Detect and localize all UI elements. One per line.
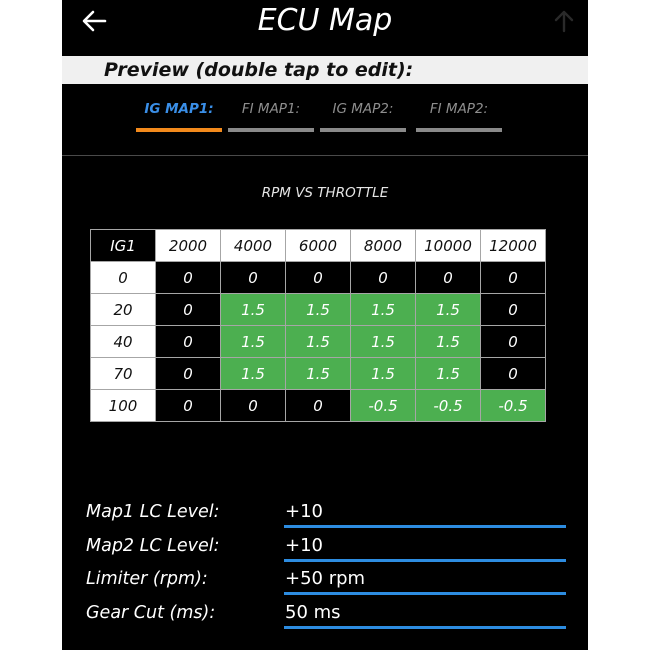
rpm-column-header: 4000 xyxy=(221,230,286,262)
map-cell[interactable]: 0 xyxy=(156,294,221,326)
tab-fi-map1[interactable] xyxy=(228,98,314,134)
rpm-column-header: 6000 xyxy=(286,230,351,262)
upload-button[interactable] xyxy=(550,6,578,36)
map1-lc-level-input[interactable]: +10 xyxy=(285,501,323,522)
setting-label: Limiter (rpm): xyxy=(86,569,208,589)
table-row xyxy=(91,390,546,422)
setting-label: Map1 LC Level: xyxy=(86,502,220,522)
input-underline xyxy=(284,626,566,629)
map-cell[interactable]: 0 xyxy=(221,390,286,422)
map-cell[interactable]: 0 xyxy=(351,262,416,294)
preview-label: Preview (double tap to edit): xyxy=(104,59,414,81)
map-cell[interactable]: 0 xyxy=(416,262,481,294)
ignition-map-table[interactable] xyxy=(90,229,546,422)
setting-map1-lc-level xyxy=(62,498,588,532)
map2-lc-level-input[interactable]: +10 xyxy=(285,535,323,556)
rpm-column-header: 8000 xyxy=(351,230,416,262)
map-cell[interactable]: 1.5 xyxy=(351,358,416,390)
throttle-row-header: 40 xyxy=(91,326,156,358)
gear-cut-ms-input[interactable]: 50 ms xyxy=(285,602,341,623)
setting-label: Gear Cut (ms): xyxy=(86,603,216,623)
rpm-column-header: 12000 xyxy=(481,230,546,262)
tab-label: IG MAP2: xyxy=(332,101,394,117)
map-cell[interactable]: 1.5 xyxy=(286,294,351,326)
tab-fi-map2[interactable] xyxy=(416,98,502,134)
setting-gear-cut-ms xyxy=(62,599,588,633)
map-cell[interactable]: -0.5 xyxy=(351,390,416,422)
map-cell[interactable]: 0 xyxy=(286,262,351,294)
map-cell[interactable]: 1.5 xyxy=(416,294,481,326)
map-cell[interactable]: 1.5 xyxy=(221,358,286,390)
map-cell[interactable]: 1.5 xyxy=(416,358,481,390)
table-title: RPM VS THROTTLE xyxy=(261,185,389,201)
setting-label: Map2 LC Level: xyxy=(86,536,220,556)
input-underline xyxy=(284,592,566,595)
table-row xyxy=(91,326,546,358)
map-cell[interactable]: 1.5 xyxy=(221,326,286,358)
map-cell[interactable]: 1.5 xyxy=(351,294,416,326)
input-underline xyxy=(284,525,566,528)
rpm-column-header: 2000 xyxy=(156,230,221,262)
map-cell[interactable]: 1.5 xyxy=(416,326,481,358)
map-cell[interactable]: 0 xyxy=(156,358,221,390)
tab-ig-map2[interactable] xyxy=(320,98,406,134)
map-cell[interactable]: 0 xyxy=(156,390,221,422)
map-cell[interactable]: 0 xyxy=(156,326,221,358)
tab-ig-map1[interactable] xyxy=(136,98,222,134)
map-cell[interactable]: 0 xyxy=(481,294,546,326)
tab-label: FI MAP2: xyxy=(429,101,489,117)
input-underline xyxy=(284,559,566,562)
throttle-row-header: 100 xyxy=(91,390,156,422)
table-row xyxy=(91,262,546,294)
map-cell[interactable]: 1.5 xyxy=(286,326,351,358)
table-header-row xyxy=(91,230,546,262)
map-cell[interactable]: 1.5 xyxy=(221,294,286,326)
section-divider xyxy=(62,155,588,156)
table-row xyxy=(91,294,546,326)
tab-indicator xyxy=(416,128,502,132)
map-cell[interactable]: 0 xyxy=(481,326,546,358)
tab-indicator xyxy=(228,128,314,132)
throttle-row-header: 20 xyxy=(91,294,156,326)
header-bar xyxy=(62,0,588,44)
map-cell[interactable]: 0 xyxy=(221,262,286,294)
rpm-column-header: 10000 xyxy=(416,230,481,262)
map-cell[interactable]: -0.5 xyxy=(416,390,481,422)
app-screen xyxy=(62,0,588,650)
map-cell[interactable]: 0 xyxy=(481,262,546,294)
map-cell[interactable]: 1.5 xyxy=(351,326,416,358)
table-row xyxy=(91,358,546,390)
tab-label: FI MAP1: xyxy=(241,101,301,117)
tab-indicator xyxy=(320,128,406,132)
setting-map2-lc-level xyxy=(62,532,588,566)
throttle-row-header: 70 xyxy=(91,358,156,390)
map-cell[interactable]: 0 xyxy=(481,358,546,390)
setting-limiter-rpm xyxy=(62,565,588,599)
tab-indicator xyxy=(136,128,222,132)
throttle-row-header: 0 xyxy=(91,262,156,294)
preview-banner xyxy=(62,56,588,84)
arrow-up-icon xyxy=(553,9,575,33)
map-cell[interactable]: 0 xyxy=(286,390,351,422)
limiter-rpm-input[interactable]: +50 rpm xyxy=(285,568,366,589)
tab-label: IG MAP1: xyxy=(144,101,214,117)
map-cell[interactable]: 0 xyxy=(156,262,221,294)
page-title: ECU Map xyxy=(257,3,393,38)
map-cell[interactable]: -0.5 xyxy=(481,390,546,422)
table-corner-label: IG1 xyxy=(91,230,156,262)
map-cell[interactable]: 1.5 xyxy=(286,358,351,390)
